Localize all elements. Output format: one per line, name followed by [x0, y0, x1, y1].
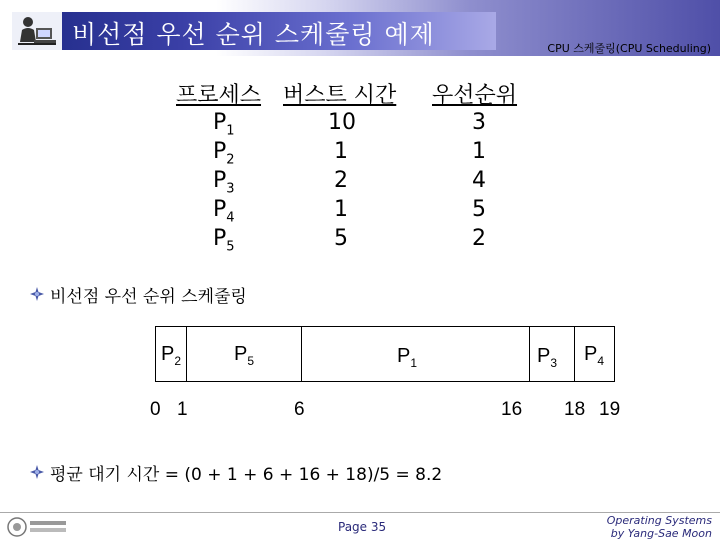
table-row-burst: 1 [334, 139, 348, 164]
credit-line-1: Operating Systems [606, 514, 712, 527]
table-row-priority: 1 [472, 139, 486, 164]
gantt-segment-label: $P_2$ [161, 343, 182, 368]
table-row-process: $P_3$ [213, 168, 235, 197]
table-row-burst: 5 [334, 226, 348, 251]
table-row-priority: 2 [472, 226, 486, 251]
table-row-process: $P_2$ [213, 139, 235, 168]
course-credit [607, 514, 712, 540]
gantt-divider [529, 327, 530, 381]
gantt-segment-label: $P_1$ [397, 345, 418, 370]
header-burst-time: 버스트 시간 [283, 83, 397, 108]
gantt-segment-label: $P_5$ [234, 343, 255, 368]
bullet-text: 비선점 우선 순위 스케줄링 [50, 287, 247, 307]
university-logo [6, 516, 70, 538]
bullet-icon [30, 464, 44, 478]
footer-divider [0, 512, 720, 513]
table-row-process: $P_4$ [213, 197, 235, 226]
bullet-text: 평균 대기 시간 = (0 + 1 + 6 + 16 + 18)/5 = 8.2 [50, 465, 443, 485]
table-row-process: $P_5$ [213, 226, 235, 255]
table-row-priority: 4 [472, 168, 486, 193]
gantt-tick: 19 [599, 399, 621, 420]
header-process: 프로세스 [176, 83, 262, 108]
page-title: 비선점 우선 순위 스케줄링 예제 [72, 20, 435, 49]
header-priority: 우선순위 [432, 83, 518, 108]
table-row-priority: 5 [472, 197, 486, 222]
table-row-priority: 3 [472, 110, 486, 135]
person-at-computer-icon [12, 12, 62, 50]
gantt-divider [301, 327, 302, 381]
gantt-divider [574, 327, 575, 381]
section-subtitle: CPU 스케줄링(CPU Scheduling) [547, 42, 711, 55]
table-row-burst: 10 [328, 110, 356, 135]
gantt-divider [186, 327, 187, 381]
table-row-burst: 1 [334, 197, 348, 222]
gantt-tick: 0 [150, 399, 161, 420]
gantt-tick: 16 [501, 399, 523, 420]
gantt-tick: 18 [564, 399, 586, 420]
gantt-segment-label: $P_3$ [537, 345, 558, 370]
table-row-process: $P_1$ [213, 110, 235, 139]
gantt-tick: 1 [177, 399, 188, 420]
credit-line-2: by Yang-Sae Moon [610, 527, 712, 540]
gantt-segment-label: $P_4$ [584, 343, 605, 368]
table-row-burst: 2 [334, 168, 348, 193]
gantt-tick: 6 [294, 399, 305, 420]
page-number: Page 35 [338, 520, 387, 534]
bullet-icon [30, 286, 44, 300]
